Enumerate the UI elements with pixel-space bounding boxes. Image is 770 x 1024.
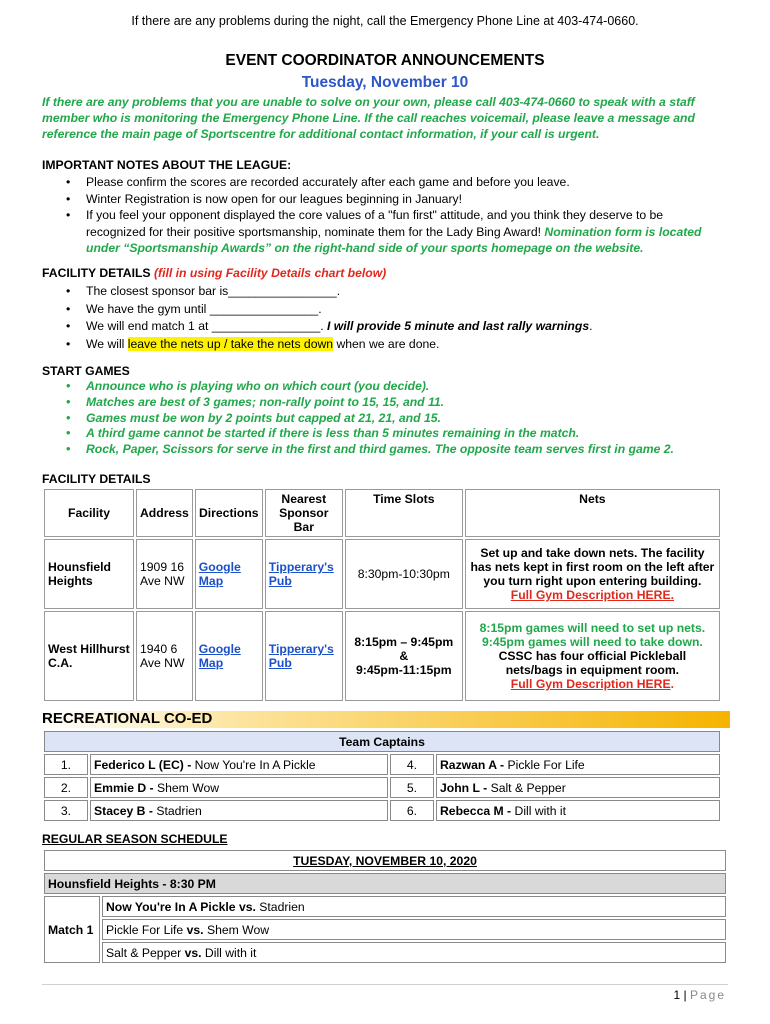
captain-cell: Razwan A - Pickle For Life (436, 754, 720, 775)
list-item: • A third game cannot be started if there is less than 5 minutes remaining in the match. (66, 426, 726, 442)
col-directions: Directions (195, 489, 263, 537)
schedule-heading: REGULAR SEASON SCHEDULE (42, 832, 228, 846)
table-header-row (44, 850, 726, 871)
list-item: • We have the gym until ________________. (66, 301, 726, 319)
table-row: 2. Emmie D - Shem Wow 5. John L - Salt & Pepper (44, 777, 720, 798)
page-footer: 1 | Page (673, 988, 726, 1002)
emergency-line-note: If there are any problems during the night, call the Emergency Phone Line at 403-474-0660. (131, 14, 639, 28)
team-captains-table (42, 729, 722, 823)
nets-info: 8:15pm games will need to set up nets. 9:45pm games will need to take down. CSSC has four official Pickleball nets/bags in equipment room. Full Gym Description HERE. (465, 611, 720, 701)
page-date: Tuesday, November 10 (301, 74, 469, 91)
facility-notes-list (66, 283, 726, 353)
captain-cell: Stacey B - Stadrien (90, 800, 388, 821)
col-sponsor: Nearest Sponsor Bar (265, 489, 343, 537)
venue-time: Hounsfield Heights - 8:30 PM (44, 873, 726, 894)
table-row (44, 873, 726, 894)
schedule-date: TUESDAY, NOVEMBER 10, 2020 (44, 850, 726, 871)
intro-paragraph: If there are any problems that you are unable to solve on your own, please call 403-474-0660 to speak with a staff member who is monitoring the Emergency Phone Line. If the call reaches voicemail, please leave a message and reference the main page of Sportscentre for additional contact information, if your call is urgent. (42, 95, 695, 141)
facility-table-heading: FACILITY DETAILS (42, 472, 151, 486)
nets-info: Set up and take down nets. The facility has nets kept in first room on the left after you turn right upon entering building. Full Gym Description HERE. (465, 539, 720, 609)
table-row: 1. Federico L (EC) - Now You're In A Pickle 4. Razwan A - Pickle For Life (44, 754, 720, 775)
google-map-link[interactable]: Google Map (198, 642, 241, 670)
list-item: • Please confirm the scores are recorded accurately after each game and before you leave. (66, 174, 726, 191)
table-row (44, 539, 720, 609)
facility-table (42, 487, 722, 703)
start-games-list (66, 379, 726, 458)
gym-description-link[interactable]: Full Gym Description HERE. (510, 588, 674, 602)
recreational-heading: RECREATIONAL CO-ED (42, 710, 213, 727)
sponsor-bar-link[interactable]: Tipperary's Pub (268, 560, 334, 588)
table-row (44, 896, 726, 917)
game-cell: Pickle For Life vs. Shem Wow (102, 919, 726, 940)
game-cell: Salt & Pepper vs. Dill with it (102, 942, 726, 963)
facility-name: Hounsfield Heights (44, 539, 134, 609)
table-header-row (44, 489, 720, 537)
list-item: • Matches are best of 3 games; non-rally point to 15, 15, and 11. (66, 395, 726, 411)
captain-cell: Rebecca M - Dill with it (436, 800, 720, 821)
gym-description-link[interactable]: Full Gym Description HERE (510, 677, 671, 691)
list-item: • Winter Registration is now open for our leagues beginning in January! (66, 191, 726, 208)
facility-details-hint: (fill in using Facility Details chart below) (153, 266, 387, 280)
time-slots: 8:30pm-10:30pm (345, 539, 463, 609)
facility-name: West Hillhurst C.A. (44, 611, 134, 701)
captains-header: Team Captains (44, 731, 720, 752)
captain-cell: Emmie D - Shem Wow (90, 777, 388, 798)
page-number: 1 (673, 988, 681, 1002)
list-item: • We will leave the nets up / take the nets down when we are done. (66, 336, 726, 354)
facility-details-heading: FACILITY DETAILS (fill in using Facility Details chart below) (42, 266, 387, 280)
table-row (44, 611, 720, 701)
highlighted-nets-choice: leave the nets up / take the nets down (127, 336, 334, 351)
page-title: EVENT COORDINATOR ANNOUNCEMENTS (225, 52, 545, 69)
facility-address: 1940 6 Ave NW (136, 611, 193, 701)
table-row (44, 942, 726, 963)
google-map-link[interactable]: Google Map (198, 560, 241, 588)
col-address: Address (136, 489, 193, 537)
captain-cell: Federico L (EC) - Now You're In A Pickle (90, 754, 388, 775)
list-item: • If you feel your opponent displayed the core values of a "fun first" attitude, and you think they deserve to be recognized for their positive sportsmanship, nominate them for the Lady Bing Award! Nomination form is located under “Sportsmanship Awards” on the right-hand side of your sports homepage on the website. (66, 207, 726, 257)
nomination-note: Nomination form is located under “Sportsmanship Awards” on the right-hand side of your sports homepage on the website. (86, 224, 702, 255)
list-item: • Rock, Paper, Scissors for serve in the first and third games. The opposite team serves first in game 2. (66, 442, 726, 458)
page-word: Page (689, 988, 726, 1002)
match-label: Match 1 (44, 896, 100, 963)
col-nets: Nets (465, 489, 720, 537)
game-cell: Now You're In A Pickle vs. Stadrien (102, 896, 726, 917)
list-item: • Announce who is playing who on which court (you decide). (66, 379, 726, 395)
captain-cell: John L - Salt & Pepper (436, 777, 720, 798)
time-slots: 8:15pm – 9:45pm & 9:45pm-11:15pm (345, 611, 463, 701)
table-row: 3. Stacey B - Stadrien 6. Rebecca M - Dill with it (44, 800, 720, 821)
list-item: • The closest sponsor bar is________________. (66, 283, 726, 301)
start-games-heading: START GAMES (42, 364, 130, 378)
important-notes-heading: IMPORTANT NOTES ABOUT THE LEAGUE: (42, 158, 292, 172)
facility-address: 1909 16 Ave NW (136, 539, 193, 609)
table-header-row (44, 731, 720, 752)
table-row (44, 919, 726, 940)
schedule-table (42, 848, 728, 965)
important-notes-list (66, 174, 726, 257)
list-item: • Games must be won by 2 points but capped at 21, 21, and 15. (66, 411, 726, 427)
col-times: Time Slots (345, 489, 463, 537)
footer-divider (42, 984, 728, 985)
list-item: • We will end match 1 at ________________. I will provide 5 minute and last rally warnings. (66, 318, 726, 336)
sponsor-bar-link[interactable]: Tipperary's Pub (268, 642, 334, 670)
col-facility: Facility (44, 489, 134, 537)
